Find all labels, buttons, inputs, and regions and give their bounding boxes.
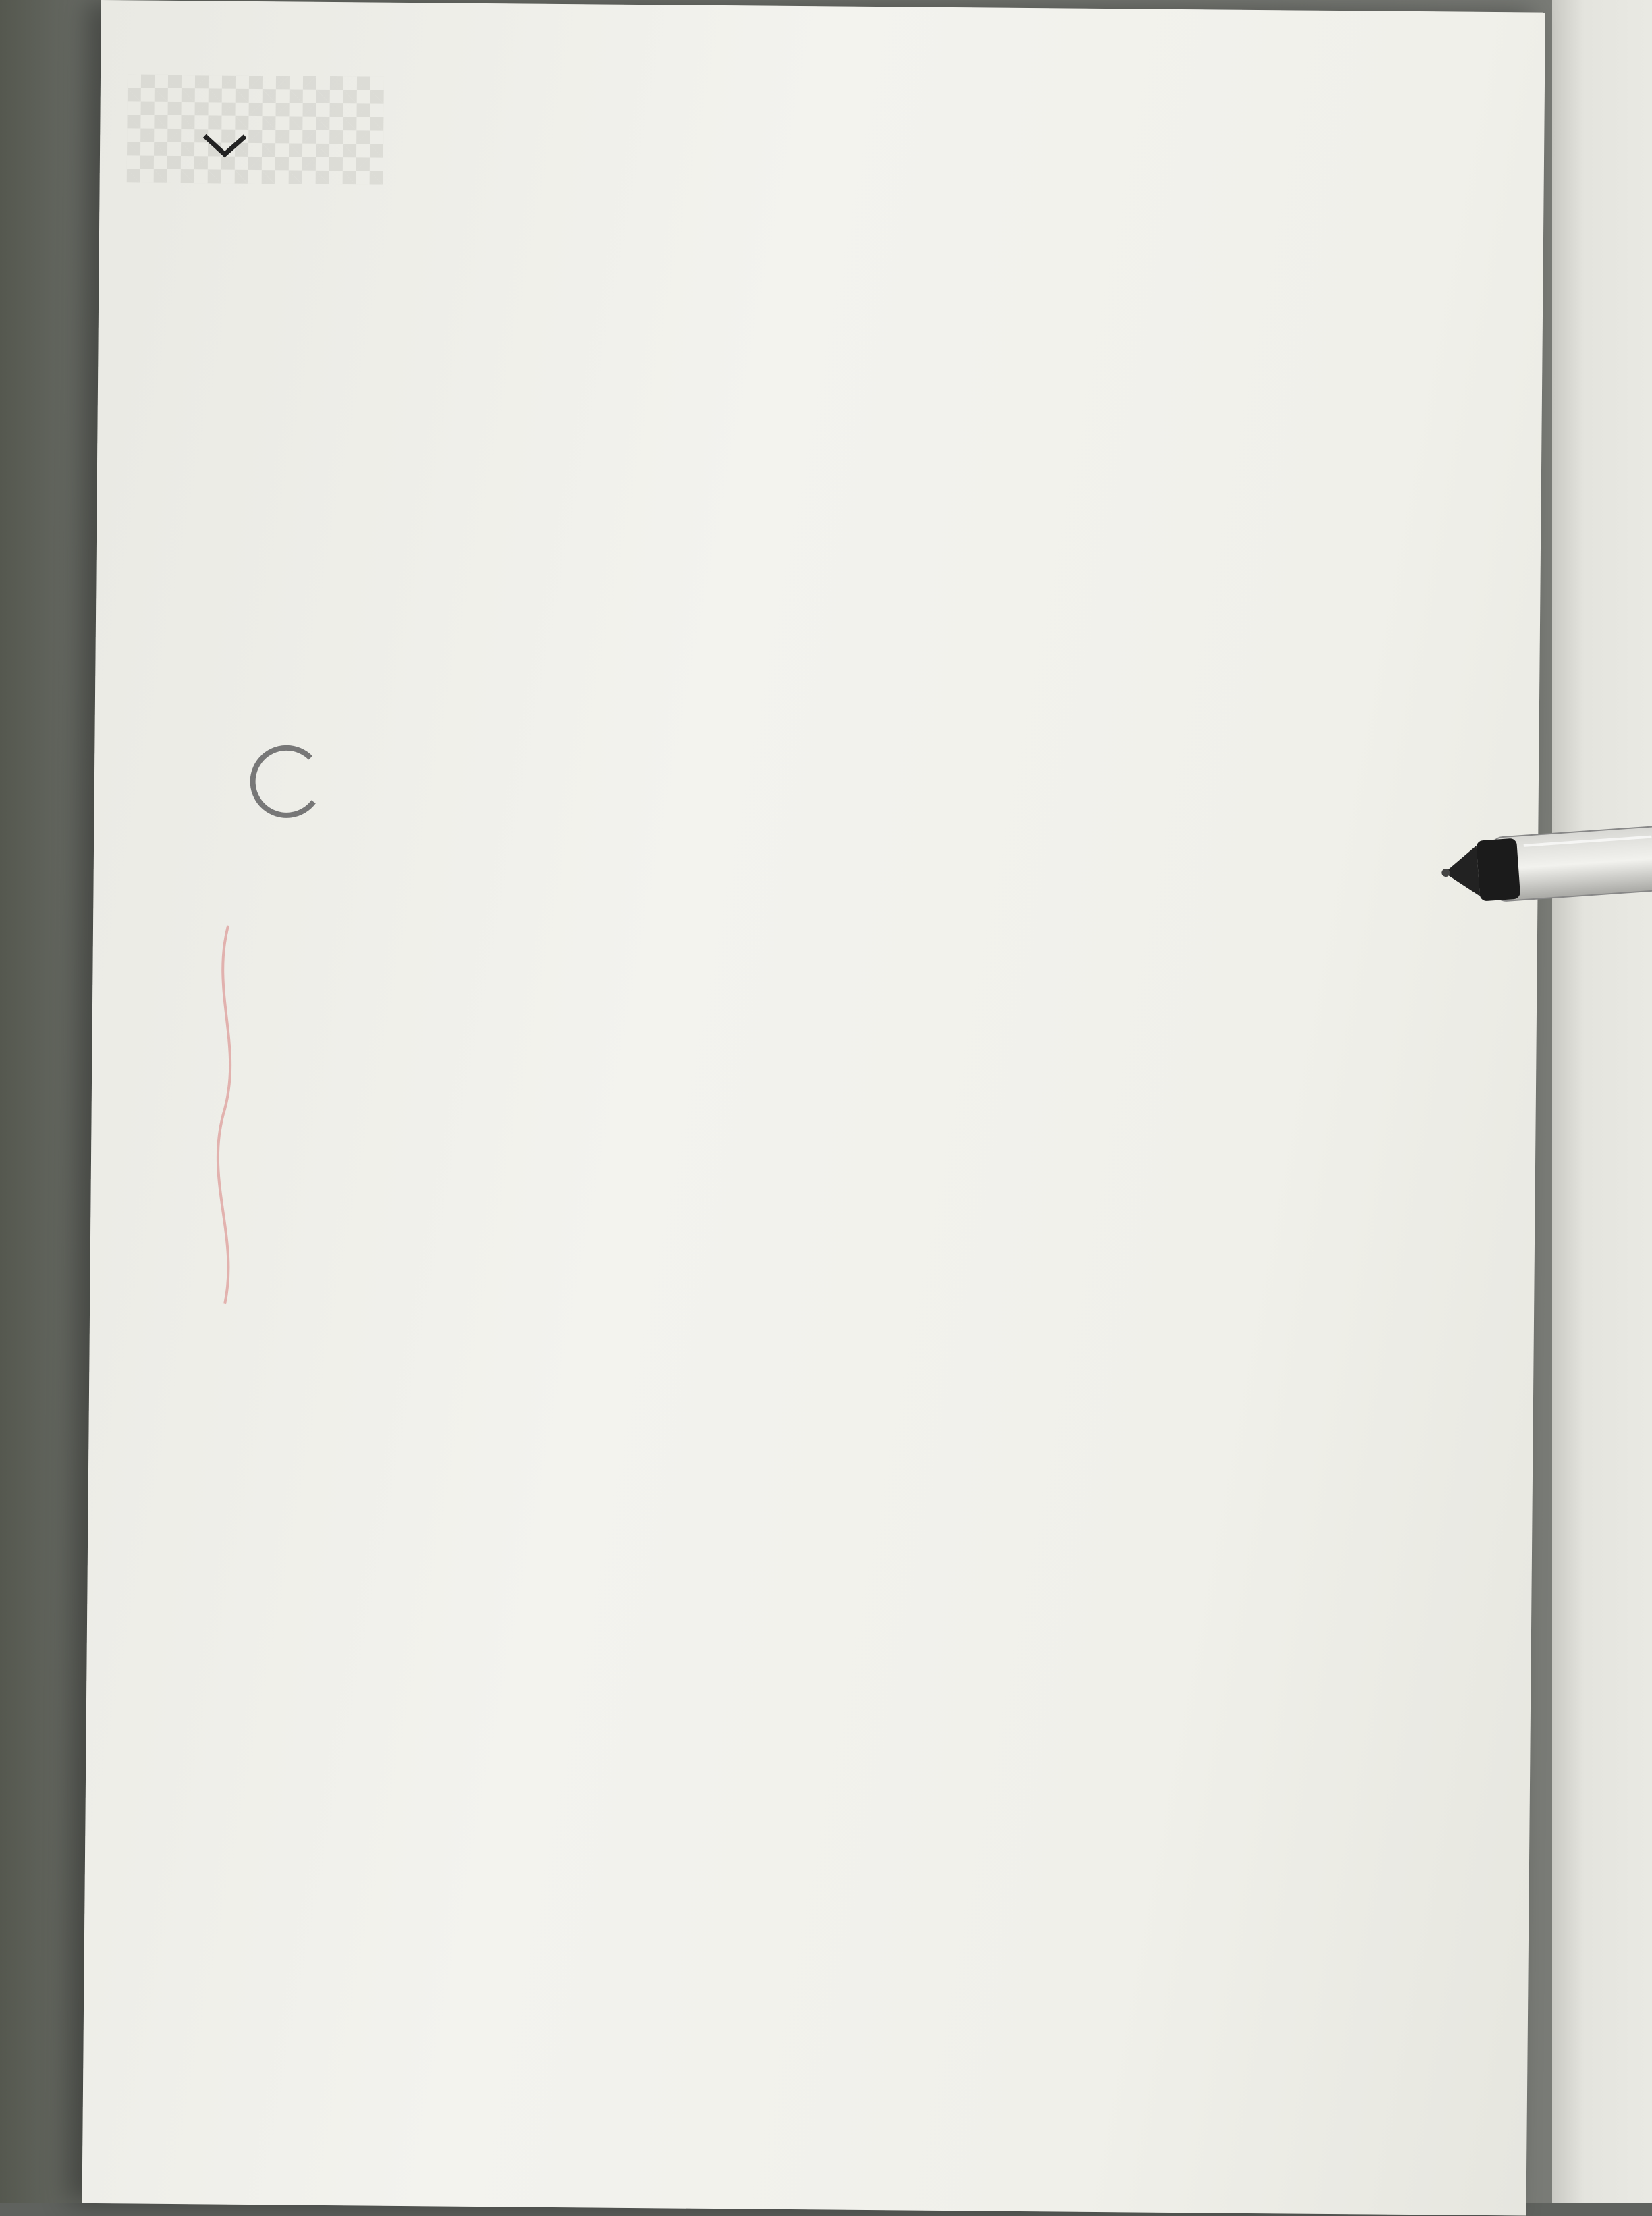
example-block bbox=[230, 1459, 1459, 1517]
chevron-down-icon bbox=[201, 132, 248, 160]
pen-object bbox=[1434, 809, 1652, 922]
book-page bbox=[82, 0, 1545, 2216]
facing-page-edge bbox=[1552, 0, 1652, 2203]
code-listing bbox=[335, 257, 1550, 268]
section-circle-decoration bbox=[246, 740, 327, 822]
paragraph-file-transfer bbox=[232, 1226, 1460, 1237]
header-checker-decoration bbox=[127, 74, 384, 184]
paragraph-file-path bbox=[227, 1837, 1455, 1848]
paragraph-ftp-intro bbox=[235, 941, 1463, 952]
red-stamp-bleed bbox=[201, 912, 252, 1318]
